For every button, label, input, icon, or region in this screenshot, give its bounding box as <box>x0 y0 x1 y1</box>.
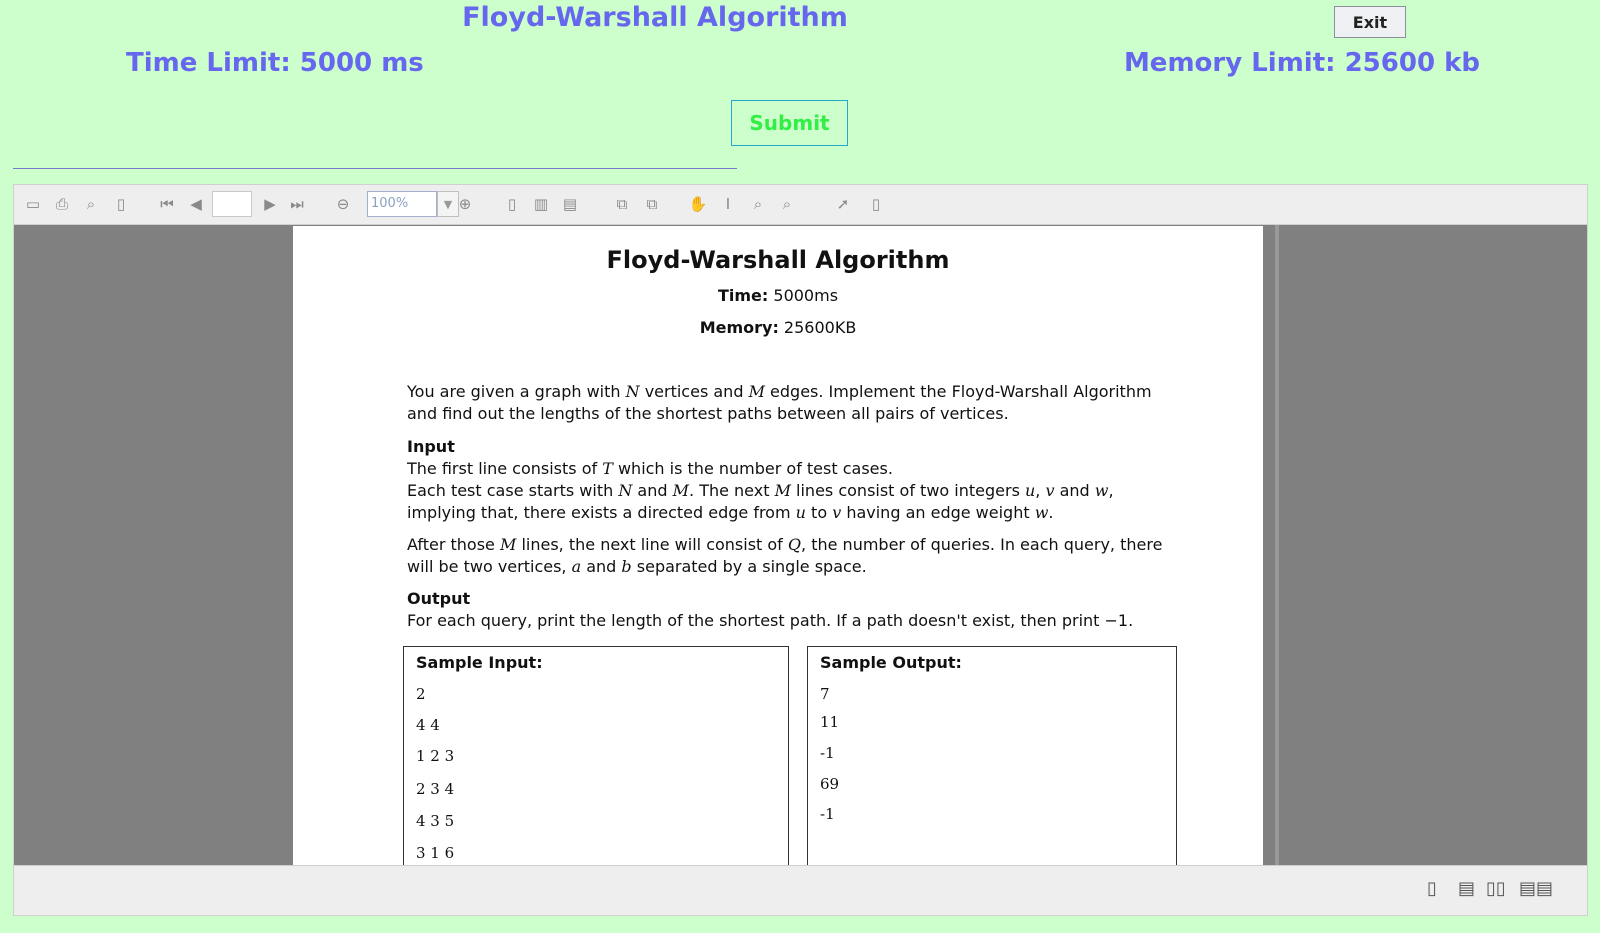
time-label: Time: <box>717 286 769 305</box>
text-select-icon[interactable]: I <box>725 195 731 213</box>
sample-output-line: 69 <box>820 775 840 793</box>
memory-label: Memory: <box>699 318 779 337</box>
sample-output-line: -1 <box>820 744 835 762</box>
sample-input-line: 1 2 3 <box>416 747 455 765</box>
document-icon[interactable]: ▯ <box>871 195 881 213</box>
canvas-right-area <box>1275 225 1587 865</box>
sample-input-line: 4 3 5 <box>416 812 455 830</box>
rotate-left-icon[interactable]: ⧉ <box>616 195 628 213</box>
previous-page-icon[interactable]: ◀ <box>190 195 202 213</box>
print-icon[interactable]: ⎙ <box>55 195 68 213</box>
sample-input-line: 3 1 6 <box>416 844 455 862</box>
output-section <box>407 588 1167 632</box>
next-page-icon[interactable]: ▶ <box>264 195 276 213</box>
pointer-icon[interactable]: ➚ <box>836 195 850 213</box>
output-text: For each query, print the length of the shortest path. If a path doesn't exist, then print −1. <box>407 611 1134 630</box>
sample-output-line: 7 <box>820 685 830 703</box>
document-time <box>293 286 1263 305</box>
fit-page-icon[interactable]: ▤ <box>562 195 578 213</box>
single-page-icon[interactable]: ▯ <box>507 195 517 213</box>
app-title: Floyd-Warshall Algorithm <box>462 2 848 33</box>
rotate-right-icon[interactable]: ⧉ <box>646 195 658 213</box>
sample-output-box <box>807 646 1177 865</box>
sample-input-line: 4 4 <box>416 716 440 734</box>
save-icon[interactable]: ▭ <box>25 195 41 213</box>
chevron-down-icon[interactable]: ▼ <box>437 191 459 217</box>
zoom-tool-icon[interactable]: ⌕ <box>753 195 763 213</box>
fit-width-icon[interactable]: ▥ <box>533 195 549 213</box>
document-page <box>293 226 1263 865</box>
hand-tool-icon[interactable]: ✋ <box>688 195 708 213</box>
time-limit: Time Limit: 5000 ms <box>126 48 424 78</box>
sample-output-heading: Sample Output: <box>820 653 962 672</box>
queries-paragraph: After those M lines, the next line will consist of Q, the number of queries. In each query, there will be two vertices, a and b separated by a single space. <box>407 535 1163 576</box>
submit-button[interactable]: Submit <box>731 100 848 146</box>
sample-input-heading: Sample Input: <box>416 653 543 672</box>
sample-input-line: 2 <box>416 685 426 703</box>
zoom-in-icon[interactable]: ⊕ <box>458 195 472 213</box>
separator-line <box>13 168 737 169</box>
facing-view-icon[interactable]: ▯▯ <box>1486 878 1506 899</box>
page-setup-icon[interactable]: ▯ <box>116 195 126 213</box>
viewer-toolbar <box>14 185 1587 225</box>
problem-statement: You are given a graph with N vertices and M edges. Implement the Floyd-Warshall Algorithm and find out the lengths of the shortest paths between all pairs of vertices. <box>407 382 1152 423</box>
single-page-view-icon[interactable]: ▯ <box>1427 878 1437 899</box>
document-title: Floyd-Warshall Algorithm <box>606 246 950 274</box>
memory-value: 25600KB <box>778 318 857 337</box>
exit-button[interactable]: Exit <box>1334 6 1406 38</box>
viewer-statusbar <box>14 865 1587 915</box>
zoom-out-tool-icon[interactable]: ⌕ <box>782 195 792 213</box>
input-heading: Input <box>407 437 455 456</box>
input-line-1: The first line consists of T which is the number of test cases. <box>407 459 893 478</box>
continuous-facing-view-icon[interactable]: ▤▤ <box>1519 878 1554 899</box>
time-value: 5000ms <box>768 286 839 305</box>
sample-input-box <box>403 646 789 865</box>
zoom-out-icon[interactable]: ⊖ <box>336 195 350 213</box>
sample-output-line: -1 <box>820 805 835 823</box>
sample-output-line: 11 <box>820 713 840 731</box>
zoom-select[interactable]: 100% <box>367 191 437 217</box>
first-page-icon[interactable]: ⏮ <box>160 195 174 213</box>
output-heading: Output <box>407 589 471 608</box>
document-memory <box>293 318 1263 337</box>
sample-input-line: 2 3 4 <box>416 780 455 798</box>
input-line-2: Each test case starts with N and M. The next M lines consist of two integers u, v and w, implying that, there exists a directed edge from u to v having an edge weight w. <box>407 481 1114 522</box>
pdf-viewer <box>13 184 1588 916</box>
page-number-input[interactable] <box>212 191 252 217</box>
memory-limit: Memory Limit: 25600 kb <box>1123 48 1480 78</box>
last-page-icon[interactable]: ⏭ <box>290 195 304 213</box>
continuous-view-icon[interactable]: ▤ <box>1458 878 1476 899</box>
print-preview-icon[interactable]: ⌕ <box>86 195 96 213</box>
input-section <box>407 436 1167 524</box>
